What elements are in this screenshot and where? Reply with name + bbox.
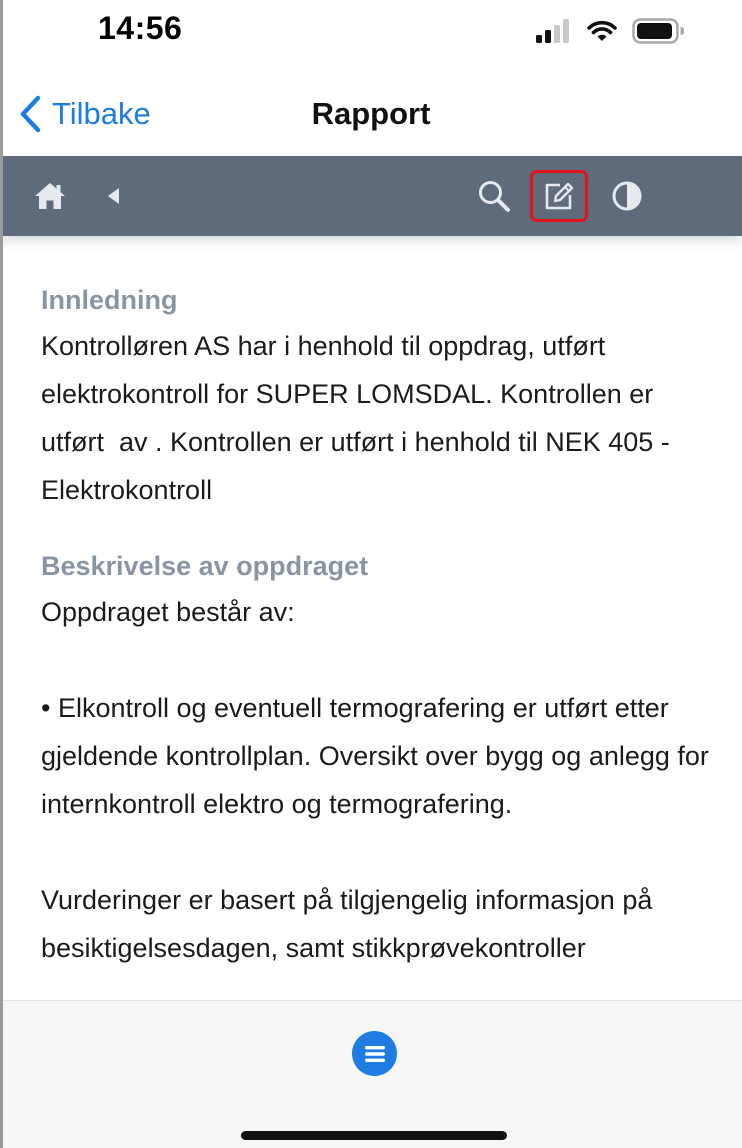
report-content xyxy=(41,278,721,972)
section-intro-beskrivelse: Oppdraget består av: xyxy=(41,597,295,627)
search-icon xyxy=(477,179,511,213)
battery-icon xyxy=(632,18,684,44)
navigation-bar xyxy=(0,60,742,156)
status-time: 14:56 xyxy=(98,10,183,46)
wifi-icon xyxy=(586,19,618,43)
home-icon xyxy=(34,181,66,211)
triangle-left-icon xyxy=(106,186,122,206)
back-label: Tilbake xyxy=(52,96,151,131)
search-button[interactable] xyxy=(466,168,522,224)
report-toolbar xyxy=(0,156,742,236)
edit-icon xyxy=(543,180,575,212)
edit-button[interactable] xyxy=(530,170,588,222)
previous-button[interactable] xyxy=(86,168,142,224)
home-indicator[interactable] xyxy=(241,1131,507,1140)
page-title: Rapport xyxy=(311,96,431,131)
cellular-signal-icon xyxy=(536,19,572,43)
window-edge xyxy=(0,0,3,1148)
status-icons xyxy=(536,16,684,46)
section-text-innledning: Kontrolløren AS har i henhold til oppdrag, utført elektrokontroll for SUPER LOMSDAL. Kontrollen er utført av . Kontrollen er utført i henhold til NEK 405 - Elektrokontroll xyxy=(41,331,678,505)
section-paragraph: Vurderinger er basert på tilgjengelig informasjon på besiktigelsesdagen, samt stikkprøvekontroller xyxy=(41,885,660,963)
section-heading-innledning: Innledning xyxy=(41,285,178,315)
home-button[interactable] xyxy=(22,168,78,224)
bottom-bar xyxy=(0,1000,742,1148)
menu-button[interactable] xyxy=(352,1031,397,1076)
section-heading-beskrivelse: Beskrivelse av oppdraget xyxy=(41,551,369,581)
contrast-button[interactable] xyxy=(599,168,655,224)
bullet-item: • Elkontroll og eventuell termografering er utført etter gjeldende kontrollplan. Oversikt over bygg og anlegg for internkontroll elektro og termografering. xyxy=(41,693,717,819)
contrast-icon xyxy=(611,180,643,212)
status-bar xyxy=(0,0,742,60)
menu-icon xyxy=(363,1043,387,1065)
